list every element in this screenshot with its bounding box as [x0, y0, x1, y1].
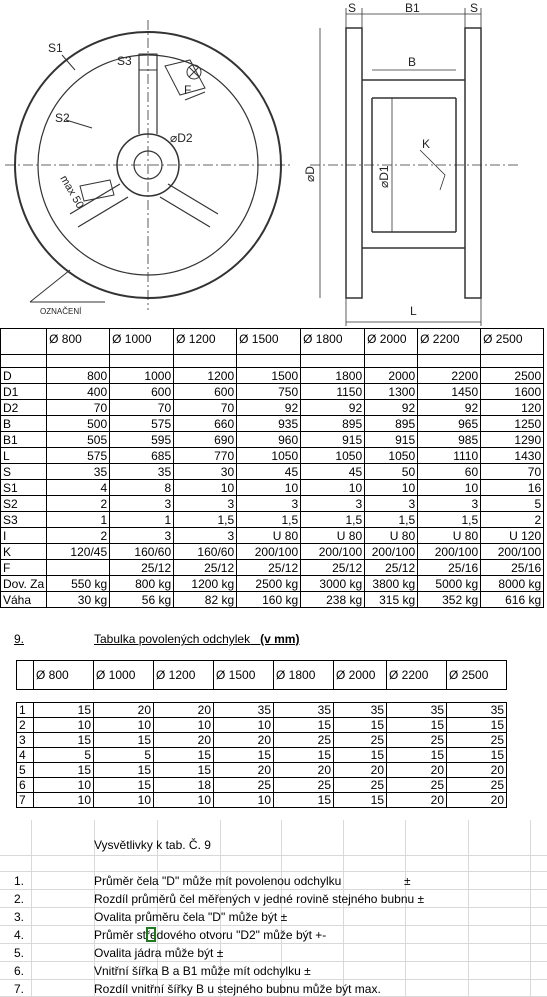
table-row	[1, 512, 544, 528]
table-cell[interactable]: 15	[274, 793, 334, 808]
table-cell[interactable]: 70	[110, 400, 174, 416]
table-cell[interactable]: 15	[94, 778, 154, 793]
table-cell[interactable]: 15	[447, 748, 507, 763]
table-cell[interactable]: 56 kg	[110, 592, 174, 608]
cell-cursor	[146, 927, 156, 942]
table-cell[interactable]: 3	[418, 496, 481, 512]
table-cell[interactable]: 8000 kg	[481, 576, 544, 592]
table-cell[interactable]: 35	[334, 703, 387, 718]
table-row	[1, 384, 544, 400]
row-label: D2	[1, 400, 47, 416]
note-number: 4.	[14, 928, 25, 942]
table-cell[interactable]: 10	[94, 718, 154, 733]
table-cell[interactable]: 15	[214, 748, 274, 763]
table-cell[interactable]: 1430	[481, 448, 544, 464]
table-cell[interactable]: 45	[301, 464, 365, 480]
note-text[interactable]: Rozdíl průměrů čel měřených v jedné rovině stejného bubnu ±	[94, 892, 425, 906]
row-label: Váha	[1, 592, 47, 608]
table-cell[interactable]: 92	[365, 400, 418, 416]
table-cell[interactable]: 10	[154, 793, 214, 808]
label-l: L	[410, 304, 417, 318]
table-cell[interactable]: 25/12	[237, 560, 301, 576]
row-label: 5	[17, 763, 34, 778]
table-cell[interactable]: 20	[274, 763, 334, 778]
table-cell[interactable]: 5	[34, 748, 94, 763]
table-cell[interactable]: 1050	[237, 448, 301, 464]
table-cell[interactable]: 15	[334, 718, 387, 733]
label-max50: max 50	[57, 173, 86, 211]
table-row	[1, 496, 544, 512]
table-row	[1, 368, 544, 384]
row-label: 2	[17, 718, 34, 733]
table-cell[interactable]: 15	[34, 733, 94, 748]
table-cell[interactable]: 10	[301, 480, 365, 496]
row-label: 6	[17, 778, 34, 793]
table-cell[interactable]: 35	[47, 464, 110, 480]
table-row	[1, 448, 544, 464]
table-cell[interactable]	[47, 560, 110, 576]
table-cell[interactable]: 30 kg	[47, 592, 110, 608]
table-cell[interactable]: 1050	[365, 448, 418, 464]
table-cell[interactable]: 960	[237, 432, 301, 448]
table-cell[interactable]: 1	[110, 512, 174, 528]
table-cell[interactable]: 3	[301, 496, 365, 512]
row-label: S	[1, 464, 47, 480]
row-label: B1	[1, 432, 47, 448]
table-cell[interactable]: 20	[154, 733, 214, 748]
table-cell[interactable]: 25/12	[301, 560, 365, 576]
table-cell[interactable]: 35	[274, 703, 334, 718]
table-cell[interactable]: 70	[481, 464, 544, 480]
table-cell[interactable]: 60	[418, 464, 481, 480]
table-cell[interactable]: 20	[334, 763, 387, 778]
table-cell[interactable]: 15	[274, 748, 334, 763]
table-cell[interactable]: 1500	[237, 368, 301, 384]
table-cell[interactable]: 70	[174, 400, 237, 416]
table-cell[interactable]: 3	[365, 496, 418, 512]
table-cell[interactable]: 15	[34, 763, 94, 778]
column-header: Ø 2200	[418, 329, 481, 355]
row-label: L	[1, 448, 47, 464]
note-text[interactable]: Ovalita průměru čela "D" může být ±	[94, 910, 288, 924]
table-cell[interactable]: 1300	[365, 384, 418, 400]
table-cell[interactable]: 20	[447, 793, 507, 808]
table-cell[interactable]: 45	[237, 464, 301, 480]
section-title-unit: (v mm)	[260, 632, 300, 646]
section-number: 9.	[14, 632, 25, 646]
tolerances-table	[16, 660, 507, 808]
table-cell[interactable]: 15	[447, 718, 507, 733]
table-cell[interactable]: 895	[301, 416, 365, 432]
table-cell[interactable]: 10	[174, 480, 237, 496]
table-cell[interactable]: 5	[94, 748, 154, 763]
table-cell[interactable]: 25	[387, 778, 447, 793]
column-header: Ø 1500	[237, 329, 301, 355]
table-cell[interactable]: 25/12	[110, 560, 174, 576]
table-cell[interactable]: 1150	[301, 384, 365, 400]
table-cell[interactable]: 10	[365, 480, 418, 496]
table-cell[interactable]: 595	[110, 432, 174, 448]
table-row	[17, 733, 507, 748]
table-cell[interactable]: 15	[94, 763, 154, 778]
table-row	[17, 703, 507, 718]
table-cell[interactable]: 575	[110, 416, 174, 432]
table-cell[interactable]: 1200 kg	[174, 576, 237, 592]
table-cell[interactable]: 3	[110, 496, 174, 512]
table-cell[interactable]: 600	[110, 384, 174, 400]
column-header: Ø 2200	[387, 661, 447, 690]
table-cell[interactable]: 20	[447, 763, 507, 778]
table-header-row	[1, 329, 544, 355]
table-cell[interactable]: 575	[47, 448, 110, 464]
notes-title: Vysvětlivky k tab. Č. 9	[94, 838, 211, 852]
table-cell[interactable]: 1,5	[365, 512, 418, 528]
table-cell[interactable]: 20	[214, 763, 274, 778]
label-d1: ⌀D1	[377, 165, 391, 188]
note-extra: ±	[404, 874, 411, 888]
label-b: B	[408, 55, 417, 69]
table-cell[interactable]: 1250	[481, 416, 544, 432]
table-cell[interactable]: 160/60	[110, 544, 174, 560]
table-cell[interactable]: 15	[387, 718, 447, 733]
table-cell[interactable]: 8	[110, 480, 174, 496]
table-cell[interactable]: 25	[214, 778, 274, 793]
column-header: Ø 2000	[334, 661, 387, 690]
table-cell[interactable]: 550 kg	[47, 576, 110, 592]
table-cell[interactable]: U 120	[481, 528, 544, 544]
table-cell[interactable]: 2	[47, 528, 110, 544]
table-cell[interactable]: 35	[214, 703, 274, 718]
table-cell[interactable]: 120	[481, 400, 544, 416]
table-cell[interactable]: 82 kg	[174, 592, 237, 608]
table-cell[interactable]: 2	[47, 496, 110, 512]
dimensions-table	[0, 328, 544, 608]
column-header: Ø 1800	[301, 329, 365, 355]
table-row	[1, 576, 544, 592]
table-cell[interactable]: 25	[274, 733, 334, 748]
table-cell[interactable]: U 80	[237, 528, 301, 544]
note-text[interactable]: Průměr středového otvoru "D2" může být +-	[94, 928, 327, 942]
table-cell[interactable]: 2500	[481, 368, 544, 384]
row-label: B	[1, 416, 47, 432]
table-row	[17, 748, 507, 763]
table-cell[interactable]: 770	[174, 448, 237, 464]
note-text[interactable]: Průměr čela "D" může mít povolenou odchylku	[94, 874, 342, 888]
table-cell[interactable]: 25/12	[365, 560, 418, 576]
label-s2: S2	[55, 111, 70, 125]
table-cell[interactable]: 895	[365, 416, 418, 432]
label-f: F	[184, 83, 192, 97]
table-cell[interactable]: 1000	[110, 368, 174, 384]
label-s3: S3	[117, 54, 132, 68]
table-cell[interactable]: 1200	[174, 368, 237, 384]
table-header-row	[17, 661, 507, 690]
spacer-row	[17, 690, 507, 703]
table-cell[interactable]: 3800 kg	[365, 576, 418, 592]
table-cell[interactable]: 70	[47, 400, 110, 416]
column-header: Ø 1500	[214, 661, 274, 690]
cable-drum-drawing	[0, 0, 547, 330]
table-cell[interactable]: 20	[387, 763, 447, 778]
label-oznaceni: OZNAČENÍ	[40, 307, 82, 316]
table-row	[17, 718, 507, 733]
label-k: K	[422, 137, 431, 151]
column-header: Ø 1000	[110, 329, 174, 355]
table-row	[1, 416, 544, 432]
table-cell[interactable]: 10	[154, 718, 214, 733]
row-label: D	[1, 368, 47, 384]
table-cell[interactable]: 92	[237, 400, 301, 416]
table-cell[interactable]: 20	[214, 733, 274, 748]
front-view	[5, 20, 292, 310]
table-cell[interactable]: 160/60	[174, 544, 237, 560]
table-row	[1, 480, 544, 496]
column-header: Ø 2000	[365, 329, 418, 355]
table-cell[interactable]: 985	[418, 432, 481, 448]
table-cell[interactable]: 1,5	[301, 512, 365, 528]
table-cell[interactable]: 10	[34, 793, 94, 808]
table-cell[interactable]: 4	[47, 480, 110, 496]
table-cell[interactable]: 20	[387, 793, 447, 808]
table-cell[interactable]: 660	[174, 416, 237, 432]
table-row	[1, 400, 544, 416]
table-cell[interactable]: 92	[301, 400, 365, 416]
table-cell[interactable]: 25/16	[481, 560, 544, 576]
note-number: 2.	[14, 892, 25, 906]
table-cell[interactable]: 2	[481, 512, 544, 528]
table-cell[interactable]: 3	[110, 528, 174, 544]
row-label: D1	[1, 384, 47, 400]
table-cell[interactable]: 965	[418, 416, 481, 432]
row-label: F	[1, 560, 47, 576]
note-number: 3.	[14, 910, 25, 924]
note-number: 5.	[14, 946, 25, 960]
table-cell[interactable]: 600	[174, 384, 237, 400]
table-cell[interactable]: 1110	[418, 448, 481, 464]
table-cell[interactable]: 30	[174, 464, 237, 480]
table-cell[interactable]: 1600	[481, 384, 544, 400]
column-header: Ø 800	[34, 661, 94, 690]
column-header: Ø 800	[47, 329, 110, 355]
table-cell[interactable]: 200/100	[301, 544, 365, 560]
row-label: S2	[1, 496, 47, 512]
table-cell[interactable]: 10	[214, 718, 274, 733]
table-cell[interactable]: 25	[447, 733, 507, 748]
table-cell[interactable]: 25	[334, 778, 387, 793]
header-corner	[1, 329, 47, 355]
table-row	[17, 793, 507, 808]
table-cell[interactable]: 2500 kg	[237, 576, 301, 592]
table-cell[interactable]: 10	[94, 793, 154, 808]
table-cell[interactable]: 120/45	[47, 544, 110, 560]
table-cell[interactable]: 690	[174, 432, 237, 448]
table-cell[interactable]: 400	[47, 384, 110, 400]
table-cell[interactable]: 15	[387, 748, 447, 763]
table-cell[interactable]: 20	[154, 703, 214, 718]
note-number: 7.	[14, 982, 25, 996]
column-header: Ø 2500	[447, 661, 507, 690]
column-header: Ø 1200	[174, 329, 237, 355]
label-d2: ⌀D2	[170, 131, 193, 145]
table-cell[interactable]: 505	[47, 432, 110, 448]
table-cell[interactable]: 16	[481, 480, 544, 496]
table-cell[interactable]: 3	[174, 496, 237, 512]
label-s-right: S	[470, 1, 479, 15]
table-cell[interactable]: 10	[237, 480, 301, 496]
header-corner	[17, 661, 34, 690]
row-label: 7	[17, 793, 34, 808]
label-s-left: S	[348, 1, 357, 15]
table-cell[interactable]: 10	[34, 718, 94, 733]
table-row	[1, 432, 544, 448]
table-cell[interactable]: 15	[94, 733, 154, 748]
table-cell[interactable]: 1050	[301, 448, 365, 464]
table-cell[interactable]: 200/100	[481, 544, 544, 560]
table-cell[interactable]: 750	[237, 384, 301, 400]
table-cell[interactable]: 20	[94, 703, 154, 718]
table-cell[interactable]: 15	[334, 748, 387, 763]
table-cell[interactable]: 685	[110, 448, 174, 464]
row-label: I	[1, 528, 47, 544]
note-text[interactable]: Ovalita jádra může být ±	[94, 946, 224, 960]
table-cell[interactable]: U 80	[301, 528, 365, 544]
table-cell[interactable]: 35	[110, 464, 174, 480]
label-d: ⌀D	[303, 166, 317, 182]
section-title-text: Tabulka povolených odchylek	[94, 632, 251, 646]
table-cell[interactable]: 3	[174, 528, 237, 544]
table-cell[interactable]: 160 kg	[237, 592, 301, 608]
note-number: 1.	[14, 874, 25, 888]
table-cell[interactable]: 1450	[418, 384, 481, 400]
table-cell[interactable]: 500	[47, 416, 110, 432]
table-cell[interactable]: 1290	[481, 432, 544, 448]
table-cell[interactable]: 2000	[365, 368, 418, 384]
table-cell[interactable]: 15	[274, 718, 334, 733]
table-cell[interactable]: 25/16	[418, 560, 481, 576]
table-cell[interactable]: 1,5	[418, 512, 481, 528]
table-cell[interactable]: 3	[237, 496, 301, 512]
table-cell[interactable]: 3000 kg	[301, 576, 365, 592]
column-header: Ø 1800	[274, 661, 334, 690]
table-cell[interactable]: 200/100	[418, 544, 481, 560]
table-row	[1, 544, 544, 560]
table-cell[interactable]: 10	[418, 480, 481, 496]
table-row	[17, 763, 507, 778]
row-label: Dov. Za	[1, 576, 47, 592]
table-row	[1, 592, 544, 608]
row-label: S3	[1, 512, 47, 528]
table-cell[interactable]: 25	[447, 778, 507, 793]
section-title	[94, 632, 299, 646]
note-text[interactable]: Vnitřní šířka B a B1 může mít odchylku ±	[94, 964, 311, 978]
column-header: Ø 1000	[94, 661, 154, 690]
row-label: 3	[17, 733, 34, 748]
table-cell[interactable]: 5000 kg	[418, 576, 481, 592]
note-number: 6.	[14, 964, 25, 978]
row-label: 1	[17, 703, 34, 718]
table-cell[interactable]: U 80	[365, 528, 418, 544]
table-cell[interactable]: 616 kg	[481, 592, 544, 608]
table-row	[1, 464, 544, 480]
table-cell[interactable]: 1800	[301, 368, 365, 384]
table-cell[interactable]: 800 kg	[110, 576, 174, 592]
table-cell[interactable]: 10	[34, 778, 94, 793]
row-label: K	[1, 544, 47, 560]
row-label: 4	[17, 748, 34, 763]
table-cell[interactable]: 315 kg	[365, 592, 418, 608]
table-cell[interactable]: 200/100	[237, 544, 301, 560]
table-cell[interactable]: 35	[447, 703, 507, 718]
table-cell[interactable]: 25	[274, 778, 334, 793]
table-cell[interactable]: 800	[47, 368, 110, 384]
table-cell[interactable]: 15	[154, 763, 214, 778]
column-header: Ø 1200	[154, 661, 214, 690]
table-cell[interactable]: 92	[418, 400, 481, 416]
table-cell[interactable]: 15	[34, 703, 94, 718]
table-cell[interactable]: U 80	[418, 528, 481, 544]
table-cell[interactable]: 200/100	[365, 544, 418, 560]
table-cell[interactable]: 935	[237, 416, 301, 432]
table-cell[interactable]: 238 kg	[301, 592, 365, 608]
table-cell[interactable]: 18	[154, 778, 214, 793]
table-cell[interactable]: 1,5	[237, 512, 301, 528]
table-cell[interactable]: 25	[334, 733, 387, 748]
table-cell[interactable]: 10	[214, 793, 274, 808]
table-cell[interactable]: 1	[47, 512, 110, 528]
spacer-row	[1, 355, 544, 368]
label-b1: B1	[405, 1, 420, 15]
table-cell[interactable]: 2200	[418, 368, 481, 384]
row-label: S1	[1, 480, 47, 496]
table-row	[1, 560, 544, 576]
table-cell[interactable]: 352 kg	[418, 592, 481, 608]
table-row	[1, 528, 544, 544]
table-cell[interactable]: 5	[481, 496, 544, 512]
table-row	[17, 778, 507, 793]
table-cell[interactable]: 25	[387, 733, 447, 748]
label-s1: S1	[48, 41, 63, 55]
table-cell[interactable]: 25/12	[174, 560, 237, 576]
table-cell[interactable]: 15	[334, 793, 387, 808]
table-cell[interactable]: 915	[365, 432, 418, 448]
table-cell[interactable]: 15	[154, 748, 214, 763]
table-cell[interactable]: 1,5	[174, 512, 237, 528]
note-text[interactable]: Rozdíl vnitřní šířky B u stejného bubnu může být max.	[94, 982, 381, 996]
column-header: Ø 2500	[481, 329, 544, 355]
table-cell[interactable]: 915	[301, 432, 365, 448]
table-cell[interactable]: 50	[365, 464, 418, 480]
table-cell[interactable]: 35	[387, 703, 447, 718]
